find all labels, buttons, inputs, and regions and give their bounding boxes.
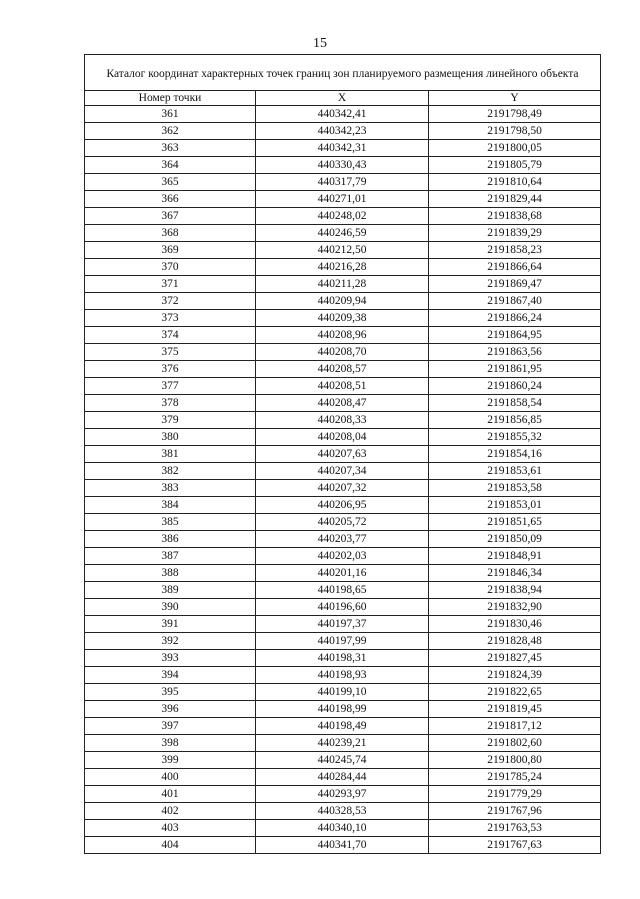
table-row	[85, 344, 601, 361]
y-coordinate-cell: 2191785,24	[429, 769, 601, 786]
table-row	[85, 361, 601, 378]
point-number-cell: 369	[85, 242, 256, 259]
point-number-cell: 384	[85, 497, 256, 514]
x-coordinate-cell: 440197,99	[256, 633, 429, 650]
y-coordinate-cell: 2191829,44	[429, 191, 601, 208]
point-number-cell: 363	[85, 140, 256, 157]
table-title-row	[85, 55, 601, 91]
x-coordinate-cell: 440284,44	[256, 769, 429, 786]
table-row	[85, 616, 601, 633]
y-coordinate-cell: 2191838,68	[429, 208, 601, 225]
point-number-cell: 365	[85, 174, 256, 191]
x-coordinate-cell: 440203,77	[256, 531, 429, 548]
point-number-cell: 398	[85, 735, 256, 752]
table-row	[85, 191, 601, 208]
x-coordinate-cell: 440208,47	[256, 395, 429, 412]
point-number-cell: 389	[85, 582, 256, 599]
point-number-cell: 371	[85, 276, 256, 293]
x-coordinate-cell: 440207,63	[256, 446, 429, 463]
table-row	[85, 667, 601, 684]
x-coordinate-cell: 440328,53	[256, 803, 429, 820]
point-number-cell: 367	[85, 208, 256, 225]
table-header-row	[85, 91, 601, 106]
y-coordinate-cell: 2191802,60	[429, 735, 601, 752]
point-number-cell: 374	[85, 327, 256, 344]
table-row	[85, 480, 601, 497]
table-row	[85, 157, 601, 174]
y-coordinate-cell: 2191767,63	[429, 837, 601, 854]
coordinate-catalog-table	[84, 54, 601, 854]
x-coordinate-cell: 440211,28	[256, 276, 429, 293]
table-row	[85, 259, 601, 276]
x-coordinate-cell: 440248,02	[256, 208, 429, 225]
x-coordinate-cell: 440342,31	[256, 140, 429, 157]
point-number-cell: 386	[85, 531, 256, 548]
table-row	[85, 786, 601, 803]
y-coordinate-cell: 2191853,61	[429, 463, 601, 480]
table-row	[85, 514, 601, 531]
table-row	[85, 837, 601, 854]
x-coordinate-cell: 440207,34	[256, 463, 429, 480]
x-coordinate-cell: 440271,01	[256, 191, 429, 208]
y-coordinate-cell: 2191779,29	[429, 786, 601, 803]
y-coordinate-cell: 2191819,45	[429, 701, 601, 718]
y-coordinate-cell: 2191805,79	[429, 157, 601, 174]
point-number-cell: 391	[85, 616, 256, 633]
point-number-cell: 378	[85, 395, 256, 412]
x-coordinate-cell: 440199,10	[256, 684, 429, 701]
point-number-cell: 366	[85, 191, 256, 208]
point-number-cell: 375	[85, 344, 256, 361]
x-coordinate-cell: 440197,37	[256, 616, 429, 633]
point-number-cell: 385	[85, 514, 256, 531]
x-coordinate-cell: 440245,74	[256, 752, 429, 769]
x-coordinate-cell: 440209,94	[256, 293, 429, 310]
table-row	[85, 565, 601, 582]
table-row	[85, 820, 601, 837]
y-coordinate-cell: 2191822,65	[429, 684, 601, 701]
table-row	[85, 123, 601, 140]
table-row	[85, 735, 601, 752]
y-coordinate-cell: 2191817,12	[429, 718, 601, 735]
x-coordinate-cell: 440239,21	[256, 735, 429, 752]
point-number-cell: 392	[85, 633, 256, 650]
table-row	[85, 497, 601, 514]
y-coordinate-cell: 2191858,23	[429, 242, 601, 259]
point-number-cell: 388	[85, 565, 256, 582]
x-coordinate-cell: 440205,72	[256, 514, 429, 531]
point-number-cell: 370	[85, 259, 256, 276]
table-row	[85, 684, 601, 701]
x-coordinate-cell: 440208,57	[256, 361, 429, 378]
point-number-cell: 404	[85, 837, 256, 854]
x-coordinate-cell: 440198,65	[256, 582, 429, 599]
y-coordinate-cell: 2191838,94	[429, 582, 601, 599]
point-number-cell: 382	[85, 463, 256, 480]
y-coordinate-cell: 2191866,24	[429, 310, 601, 327]
point-number-cell: 390	[85, 599, 256, 616]
x-coordinate-cell: 440198,49	[256, 718, 429, 735]
y-coordinate-cell: 2191848,91	[429, 548, 601, 565]
y-coordinate-cell: 2191853,01	[429, 497, 601, 514]
y-coordinate-cell: 2191850,09	[429, 531, 601, 548]
x-coordinate-cell: 440207,32	[256, 480, 429, 497]
table-row	[85, 208, 601, 225]
x-coordinate-cell: 440342,23	[256, 123, 429, 140]
table-title: Каталог координат характерных точек границ зон планируемого размещения линейного объекта	[85, 55, 601, 91]
y-coordinate-cell: 2191860,24	[429, 378, 601, 395]
y-coordinate-cell: 2191846,34	[429, 565, 601, 582]
y-coordinate-cell: 2191856,85	[429, 412, 601, 429]
point-number-cell: 377	[85, 378, 256, 395]
y-coordinate-cell: 2191858,54	[429, 395, 601, 412]
table-row	[85, 582, 601, 599]
table-row	[85, 769, 601, 786]
x-coordinate-cell: 440198,31	[256, 650, 429, 667]
x-coordinate-cell: 440209,38	[256, 310, 429, 327]
point-number-cell: 394	[85, 667, 256, 684]
x-coordinate-cell: 440201,16	[256, 565, 429, 582]
y-coordinate-cell: 2191767,96	[429, 803, 601, 820]
y-coordinate-cell: 2191798,49	[429, 106, 601, 123]
header-point-number: Номер точки	[85, 91, 256, 106]
point-number-cell: 397	[85, 718, 256, 735]
x-coordinate-cell: 440208,04	[256, 429, 429, 446]
x-coordinate-cell: 440196,60	[256, 599, 429, 616]
point-number-cell: 402	[85, 803, 256, 820]
x-coordinate-cell: 440198,93	[256, 667, 429, 684]
table-row	[85, 378, 601, 395]
table-row	[85, 463, 601, 480]
y-coordinate-cell: 2191763,53	[429, 820, 601, 837]
x-coordinate-cell: 440317,79	[256, 174, 429, 191]
y-coordinate-cell: 2191830,46	[429, 616, 601, 633]
y-coordinate-cell: 2191853,58	[429, 480, 601, 497]
table-row	[85, 803, 601, 820]
x-coordinate-cell: 440208,96	[256, 327, 429, 344]
table-row	[85, 293, 601, 310]
y-coordinate-cell: 2191798,50	[429, 123, 601, 140]
y-coordinate-cell: 2191866,64	[429, 259, 601, 276]
point-number-cell: 401	[85, 786, 256, 803]
table-row	[85, 242, 601, 259]
x-coordinate-cell: 440202,03	[256, 548, 429, 565]
table-row	[85, 633, 601, 650]
header-y: Y	[429, 91, 601, 106]
table-row	[85, 106, 601, 123]
y-coordinate-cell: 2191867,40	[429, 293, 601, 310]
x-coordinate-cell: 440208,33	[256, 412, 429, 429]
y-coordinate-cell: 2191869,47	[429, 276, 601, 293]
x-coordinate-cell: 440246,59	[256, 225, 429, 242]
y-coordinate-cell: 2191864,95	[429, 327, 601, 344]
y-coordinate-cell: 2191832,90	[429, 599, 601, 616]
point-number-cell: 376	[85, 361, 256, 378]
point-number-cell: 364	[85, 157, 256, 174]
table-row	[85, 412, 601, 429]
point-number-cell: 400	[85, 769, 256, 786]
y-coordinate-cell: 2191855,32	[429, 429, 601, 446]
header-x: X	[256, 91, 429, 106]
x-coordinate-cell: 440208,51	[256, 378, 429, 395]
table-row	[85, 310, 601, 327]
page-number: 15	[313, 36, 327, 51]
x-coordinate-cell: 440198,99	[256, 701, 429, 718]
table-row	[85, 701, 601, 718]
point-number-cell: 380	[85, 429, 256, 446]
y-coordinate-cell: 2191824,39	[429, 667, 601, 684]
y-coordinate-cell: 2191827,45	[429, 650, 601, 667]
table-row	[85, 752, 601, 769]
x-coordinate-cell: 440293,97	[256, 786, 429, 803]
x-coordinate-cell: 440330,43	[256, 157, 429, 174]
x-coordinate-cell: 440208,70	[256, 344, 429, 361]
y-coordinate-cell: 2191800,05	[429, 140, 601, 157]
table-row	[85, 548, 601, 565]
point-number-cell: 393	[85, 650, 256, 667]
point-number-cell: 362	[85, 123, 256, 140]
point-number-cell: 396	[85, 701, 256, 718]
x-coordinate-cell: 440206,95	[256, 497, 429, 514]
y-coordinate-cell: 2191839,29	[429, 225, 601, 242]
point-number-cell: 373	[85, 310, 256, 327]
y-coordinate-cell: 2191800,80	[429, 752, 601, 769]
table-row	[85, 395, 601, 412]
point-number-cell: 387	[85, 548, 256, 565]
x-coordinate-cell: 440216,28	[256, 259, 429, 276]
point-number-cell: 383	[85, 480, 256, 497]
point-number-cell: 379	[85, 412, 256, 429]
table-row	[85, 327, 601, 344]
y-coordinate-cell: 2191828,48	[429, 633, 601, 650]
point-number-cell: 368	[85, 225, 256, 242]
x-coordinate-cell: 440341,70	[256, 837, 429, 854]
y-coordinate-cell: 2191861,95	[429, 361, 601, 378]
x-coordinate-cell: 440212,50	[256, 242, 429, 259]
x-coordinate-cell: 440340,10	[256, 820, 429, 837]
y-coordinate-cell: 2191810,64	[429, 174, 601, 191]
table-row	[85, 429, 601, 446]
table-row	[85, 650, 601, 667]
point-number-cell: 381	[85, 446, 256, 463]
table-row	[85, 599, 601, 616]
x-coordinate-cell: 440342,41	[256, 106, 429, 123]
table-row	[85, 225, 601, 242]
point-number-cell: 372	[85, 293, 256, 310]
y-coordinate-cell: 2191851,65	[429, 514, 601, 531]
table-row	[85, 531, 601, 548]
table-row	[85, 140, 601, 157]
table-row	[85, 718, 601, 735]
point-number-cell: 361	[85, 106, 256, 123]
table-row	[85, 446, 601, 463]
point-number-cell: 399	[85, 752, 256, 769]
table-row	[85, 174, 601, 191]
point-number-cell: 403	[85, 820, 256, 837]
point-number-cell: 395	[85, 684, 256, 701]
y-coordinate-cell: 2191854,16	[429, 446, 601, 463]
table-row	[85, 276, 601, 293]
y-coordinate-cell: 2191863,56	[429, 344, 601, 361]
